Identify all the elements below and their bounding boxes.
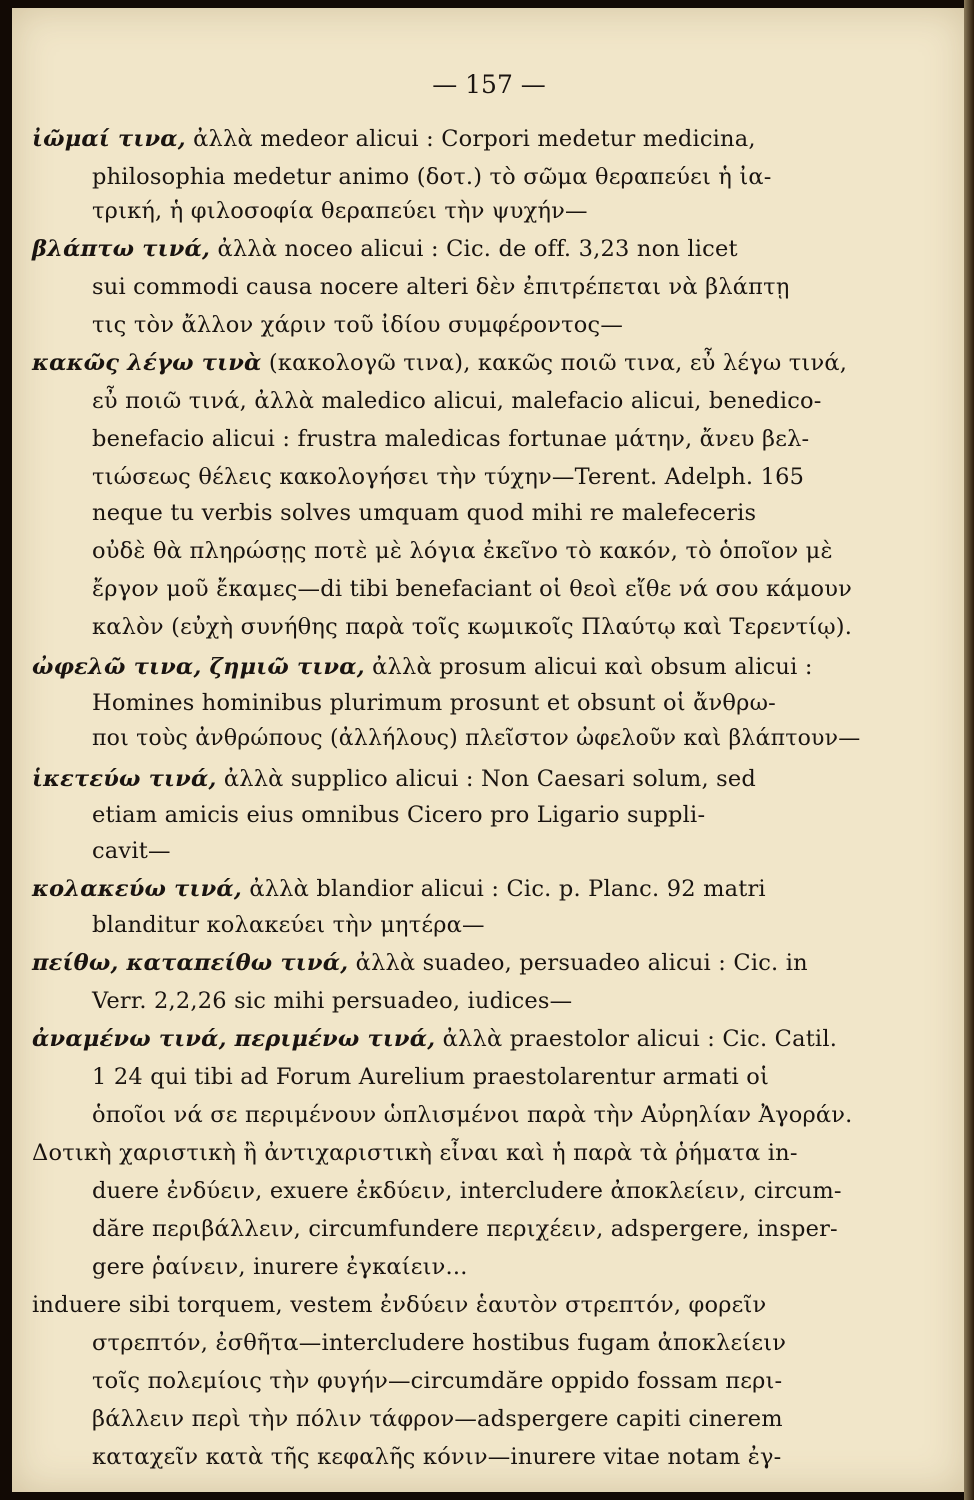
text-line bbox=[92, 1064, 769, 1090]
line-text: duere ἐνδύειν, exuere ἐκδύειν, intercludere ἀποκλείειν, circum- bbox=[92, 1178, 842, 1204]
text-line bbox=[92, 500, 756, 526]
text-line bbox=[92, 164, 772, 190]
text-line bbox=[92, 1254, 468, 1280]
line-text: philosophia medetur animo (δοτ.) τὸ σῶμα θεραπεύει ἡ ἰα- bbox=[92, 164, 772, 190]
text-line bbox=[32, 876, 766, 902]
text-line bbox=[92, 838, 171, 864]
line-text: ἀλλὰ noceo alicui : Cic. de off. 3,23 non licet bbox=[210, 236, 738, 262]
text-line bbox=[92, 690, 776, 716]
text-line bbox=[32, 1292, 766, 1318]
text-line bbox=[32, 654, 813, 680]
line-text: dăre περιβάλλειν, circumfundere περιχέειν, adspergere, insper- bbox=[92, 1216, 838, 1242]
line-text: ἀλλὰ praestolor alicui : Cic. Catil. bbox=[435, 1026, 838, 1052]
text-line bbox=[92, 1178, 842, 1204]
line-text: στρεπτόν, ἐσθῆτα—intercludere hostibus fugam ἀποκλείειν bbox=[92, 1330, 787, 1356]
line-text: τις τὸν ἄλλον χάριν τοῦ ἰδίου συμφέροντος— bbox=[92, 312, 624, 338]
text-line bbox=[92, 312, 623, 338]
line-text: ἀλλὰ medeor alicui : Corpori medetur medicina, bbox=[185, 126, 756, 152]
text-line bbox=[92, 912, 485, 938]
entry-headword: πείθω, καταπείθω τινά, bbox=[32, 950, 349, 976]
line-text: εὖ ποιῶ τινά, ἀλλὰ maledico alicui, malefacio alicui, benedico- bbox=[92, 388, 822, 414]
text-line bbox=[92, 1368, 782, 1394]
entry-headword: ἱκετεύω τινά, bbox=[32, 766, 217, 792]
text-line bbox=[32, 350, 847, 376]
text-line bbox=[92, 988, 572, 1014]
text-line bbox=[32, 1026, 837, 1052]
line-text: βάλλειν περὶ τὴν πόλιν τάφρον—adspergere capiti cinerem bbox=[92, 1406, 783, 1432]
text-line bbox=[92, 614, 852, 640]
book-page bbox=[12, 8, 966, 1492]
text-line bbox=[32, 766, 756, 792]
entry-headword: κολακεύω τινά, bbox=[32, 876, 242, 902]
entry-headword: ἰῶμαί τινα, bbox=[32, 126, 186, 152]
text-line bbox=[92, 464, 804, 490]
text-line bbox=[92, 198, 588, 224]
line-text: induere sibi torquem, vestem ἐνδύειν ἑαυτὸν στρεπτόν, φορεῖν bbox=[32, 1292, 767, 1318]
line-text: Δοτικὴ χαριστικὴ ἢ ἀντιχαριστικὴ εἶναι καὶ ἡ παρὰ τὰ ῥήματα in- bbox=[32, 1140, 798, 1166]
line-text: τρική, ἡ φιλοσοφία θεραπεύει τὴν ψυχήν— bbox=[92, 198, 588, 224]
text-line bbox=[92, 576, 852, 602]
line-text: τοῖς πολεμίοις τὴν φυγήν—circumdăre oppido fossam περι- bbox=[92, 1368, 783, 1394]
line-text: ἔργον μοῦ ἔκαμες—di tibi benefaciant οἱ θεοὶ εἴθε νά σου κάμουν bbox=[92, 576, 852, 602]
entry-headword: ἀναμένω τινά, περιμένω τινά, bbox=[32, 1026, 436, 1052]
text-line bbox=[92, 388, 822, 414]
page-edge bbox=[964, 0, 974, 1500]
text-line bbox=[92, 1216, 838, 1242]
text-line bbox=[92, 726, 860, 751]
text-line bbox=[32, 950, 808, 976]
entry-headword: κακῶς λέγω τινὰ bbox=[32, 350, 262, 376]
line-text: ἀλλὰ prosum alicui καὶ obsum alicui : bbox=[364, 654, 813, 680]
line-text: ἀλλὰ blandior alicui : Cic. p. Planc. 92 matri bbox=[241, 876, 766, 902]
line-text: 1 24 qui tibi ad Forum Aurelium praestolarentur armati οἱ bbox=[92, 1064, 770, 1090]
text-line bbox=[92, 1406, 783, 1432]
line-text: sui commodi causa nocere alteri δὲν ἐπιτρέπεται νὰ βλάπτῃ bbox=[92, 274, 790, 300]
line-text: καλὸν (εὐχὴ συνήθης παρὰ τοῖς κωμικοῖς Πλαύτῳ καὶ Τερεντίῳ). bbox=[92, 614, 853, 640]
line-text: etiam amicis eius omnibus Cicero pro Ligario suppli- bbox=[92, 802, 706, 828]
line-text: ἀλλὰ suadeo, persuadeo alicui : Cic. in bbox=[348, 950, 808, 976]
text-line bbox=[92, 1444, 781, 1470]
text-line bbox=[92, 1330, 786, 1356]
text-line bbox=[32, 126, 756, 152]
text-line bbox=[92, 426, 809, 452]
line-text: Verr. 2,2,26 sic mihi persuadeo, iudices— bbox=[92, 988, 573, 1014]
line-text: gere ῥαίνειν, inurere ἐγκαίειν... bbox=[92, 1254, 468, 1280]
line-text: ὁποῖοι νά σε περιμένουν ὡπλισμένοι παρὰ τὴν Αὐρηλίαν Ἀγοράν. bbox=[92, 1102, 853, 1128]
line-text: blanditur κολακεύει τὴν μητέρα— bbox=[92, 912, 485, 938]
page-number: — 157 — bbox=[432, 70, 546, 99]
line-text: τιώσεως θέλεις κακολογήσει τὴν τύχην—Terent. Adelph. 165 bbox=[92, 464, 805, 490]
line-text: benefacio alicui : frustra maledicas fortunae μάτην, ἄνευ βελ- bbox=[92, 426, 810, 452]
entry-headword: ὠφελῶ τινα, ζημιῶ τινα, bbox=[32, 654, 365, 680]
line-text: neque tu verbis solves umquam quod mihi re malefeceris bbox=[92, 500, 757, 526]
line-text: ποι τοὺς ἀνθρώπους (ἀλλήλους) πλεῖστον ὠφελοῦν καὶ βλάπτουν— bbox=[92, 726, 861, 751]
line-text: Homines hominibus plurimum prosunt et obsunt οἱ ἄνθρω- bbox=[92, 690, 776, 716]
line-text: οὐδὲ θὰ πληρώσῃς ποτὲ μὲ λόγια ἐκεῖνο τὸ κακόν, τὸ ὁποῖον μὲ bbox=[92, 538, 833, 564]
line-text: cavit— bbox=[92, 838, 171, 864]
text-line bbox=[92, 274, 790, 300]
line-text: (κακολογῶ τινα), κακῶς ποιῶ τινα, εὖ λέγω τινά, bbox=[261, 350, 848, 376]
line-text: καταχεῖν κατὰ τῆς κεφαλῆς κόνιν—inurere vitae notam ἐγ- bbox=[92, 1444, 782, 1470]
text-line bbox=[92, 1102, 853, 1128]
entry-headword: βλάπτω τινά, bbox=[32, 236, 211, 262]
text-line bbox=[32, 1140, 798, 1166]
text-line bbox=[32, 236, 738, 262]
line-text: ἀλλὰ supplico alicui : Non Caesari solum, sed bbox=[216, 766, 757, 792]
text-line bbox=[92, 538, 833, 564]
text-line bbox=[92, 802, 705, 828]
